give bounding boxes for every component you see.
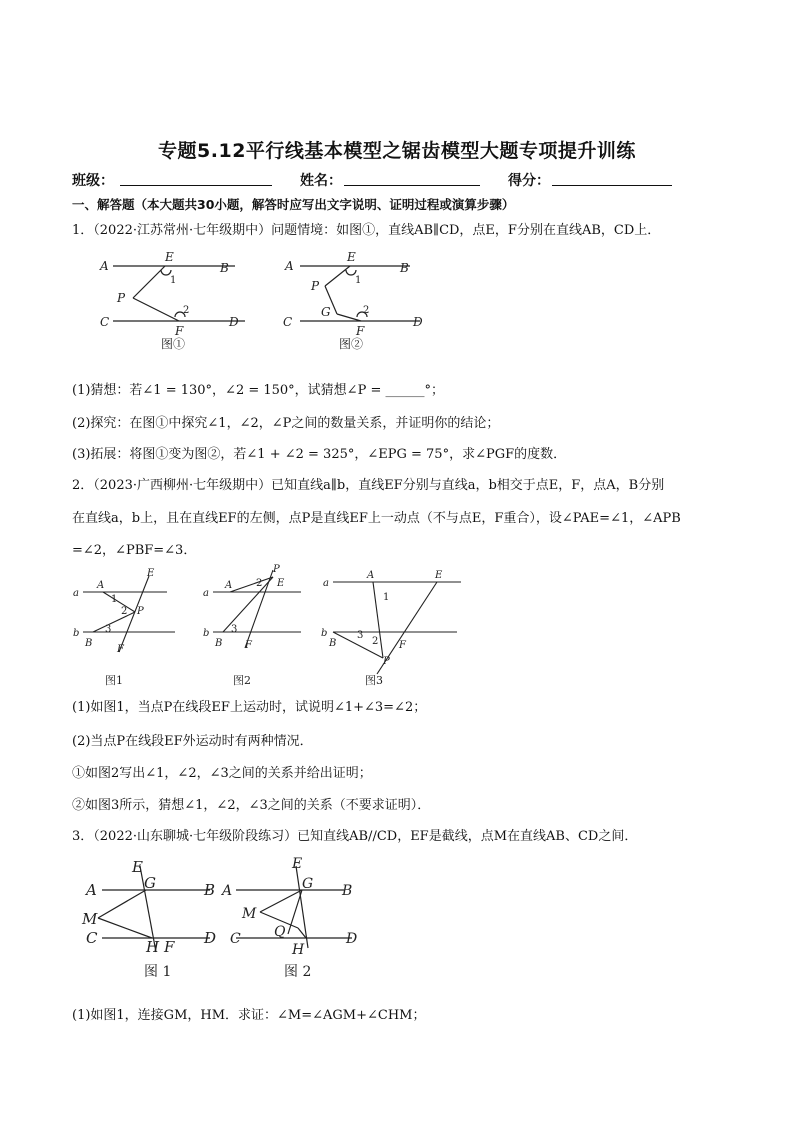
svg-text:F: F [356,324,365,338]
svg-text:E: E [277,578,285,589]
svg-text:C: C [230,931,241,947]
svg-text:3: 3 [357,630,364,641]
svg-text:C: C [100,315,110,329]
q2-line1: 2．（2023·广西柳州·七年级期中）已知直线a∥b，直线EF分别与直线a，b相交于点E，F，点A，B分别 [72,478,665,493]
svg-text:E: E [147,568,155,579]
svg-text:F: F [399,640,406,651]
svg-text:D: D [413,315,423,329]
q1-intro: 1．（2022·江苏常州·七年级期中）问题情境：如图①，直线AB∥CD，点E，F分别在直线AB，CD上． [72,223,661,238]
q3-intro: 3．（2022·山东聊城·七年级阶段练习）已知直线AB//CD，EF是截线，点M在直线AB、CD之间． [72,829,638,844]
svg-text:B: B [329,638,337,649]
svg-text:b: b [73,628,80,639]
svg-text:C: C [86,929,98,947]
q3-figures [80,852,380,982]
svg-text:D: D [204,929,217,947]
q2-figures [65,562,475,690]
svg-text:H: H [292,942,305,958]
svg-text:E: E [292,856,303,872]
svg-text:b: b [321,628,328,639]
class-label: 班级： [72,173,114,189]
q3-fig1-caption: 图 1 [144,964,172,980]
q2-part3: ①如图2写出∠1，∠2，∠3之间的关系并给出证明； [72,766,372,781]
svg-text:G: G [321,305,331,319]
svg-text:F: F [175,324,184,338]
svg-text:P: P [137,606,144,617]
svg-text:2: 2 [372,636,379,647]
svg-text:F: F [164,938,175,956]
svg-text:C: C [283,315,293,329]
svg-text:G: G [302,876,314,892]
svg-text:E: E [165,250,174,264]
q2-line3: =∠2，∠PBF=∠3． [72,543,197,558]
q2-part2: (2)当点P在线段EF外运动时有两种情况． [72,734,313,749]
svg-text:1: 1 [170,275,177,286]
svg-text:a: a [323,578,329,589]
section-heading: 一、解答题（本大题共30小题，解答时应写出文字说明、证明过程或演算步骤） [72,197,515,212]
svg-text:A: A [367,570,375,581]
svg-text:P: P [273,564,280,575]
q1-part1: (1)猜想：若∠1 = 130°，∠2 = 150°，试猜想∠P = ______°； [72,383,444,398]
score-label: 得分： [508,173,550,189]
name-field[interactable] [344,171,480,186]
class-field[interactable] [120,171,272,186]
page-title: 专题5.12平行线基本模型之锯齿模型大题专项提升训练 [158,140,636,162]
q2-fig1-caption: 图1 [105,674,123,687]
svg-text:G: G [144,874,156,892]
q2-figure-3 [333,582,461,674]
svg-text:F: F [245,640,252,651]
svg-text:2: 2 [363,305,370,316]
svg-text:M: M [82,910,98,928]
q2-fig2-caption: 图2 [233,674,251,687]
svg-text:1: 1 [355,275,362,286]
q1-fig1-caption: 图① [161,337,186,351]
svg-text:D: D [229,315,239,329]
svg-text:B: B [342,883,353,899]
svg-text:1: 1 [111,594,118,605]
svg-text:A: A [100,259,109,273]
svg-text:A: A [285,259,294,273]
svg-text:1: 1 [383,592,390,603]
q2-fig3-caption: 图3 [365,674,383,687]
svg-text:P: P [311,279,320,293]
q2-line2: 在直线a，b上，且在直线EF的左侧，点P是直线EF上一动点（不与点E，F重合），设∠PAE=∠1，∠APB [72,511,681,526]
svg-text:B: B [400,261,409,275]
svg-text:b: b [203,628,210,639]
svg-text:A: A [222,883,233,899]
q1-figures [95,248,435,356]
svg-text:P: P [383,656,390,667]
svg-text:B: B [204,881,216,899]
svg-text:2: 2 [183,305,190,316]
q3-part1: (1)如图1，连接GM，HM．求证：∠M=∠AGM+∠CHM； [72,1008,426,1023]
svg-text:B: B [220,261,229,275]
score-field[interactable] [552,171,672,186]
svg-text:2: 2 [256,578,263,589]
svg-text:3: 3 [231,624,238,635]
svg-text:F: F [117,644,124,655]
svg-text:P: P [117,291,126,305]
svg-text:A: A [86,881,97,899]
q1-part3: (3)拓展：将图①变为图②，若∠1 + ∠2 = 325°，∠EPG = 75°，求∠PGF的度数． [72,447,567,462]
svg-text:H: H [146,938,160,956]
svg-text:a: a [73,588,79,599]
name-label: 姓名： [300,173,342,189]
q1-part2: (2)探究：在图①中探究∠1，∠2，∠P之间的数量关系，并证明你的结论； [72,416,500,431]
svg-text:E: E [132,858,143,876]
svg-text:M: M [242,906,257,922]
svg-text:E: E [435,570,443,581]
q2-part4: ②如图3所示，猜想∠1，∠2，∠3之间的关系（不要求证明）． [72,798,431,813]
svg-text:D: D [346,931,358,947]
q1-fig2-caption: 图② [339,337,364,351]
svg-text:B: B [215,638,223,649]
svg-text:B: B [85,638,93,649]
svg-text:A: A [97,580,105,591]
svg-text:a: a [203,588,209,599]
svg-text:Q: Q [274,924,286,940]
q3-fig2-caption: 图 2 [284,964,312,980]
svg-text:E: E [347,250,356,264]
svg-text:3: 3 [105,624,112,635]
q2-part1: (1)如图1，当点P在线段EF上运动时，试说明∠1+∠3=∠2； [72,700,427,715]
svg-text:2: 2 [121,606,128,617]
svg-text:A: A [225,580,233,591]
